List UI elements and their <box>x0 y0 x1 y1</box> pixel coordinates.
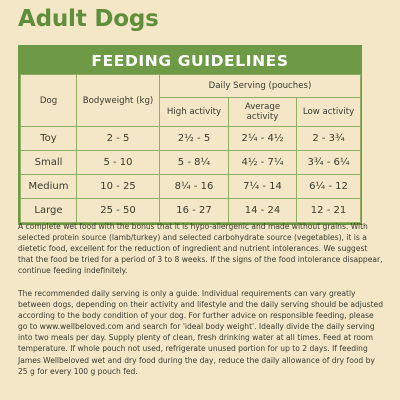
cell-high: 8¼ - 16 <box>160 175 229 199</box>
col-header-low-activity: Low activity <box>297 98 361 127</box>
col-header-dog: Dog <box>21 75 77 127</box>
feeding-advice: The recommended daily serving is only a guide. Individual requirements can vary greatly between dogs, depending on their activity and lifestyle and the daily serving should be adjusted according to the body condition of your dog. For further advice on responsible feeding, please go to www.wellbeloved.com and search for 'ideal body weight'. Ideally divide the daily serving into two meals per day. Supply plenty of clean, fresh drinking water at all times. Feed at room temperature. If whole pouch not used, refrigerate unused portion for up to 2 days. If feeding James Wellbeloved wet and dry food during the day, reduce the daily allowance of dry food by 25 g for every 100 g pouch fed. <box>18 289 383 376</box>
cell-high: 5 - 8¼ <box>160 151 229 175</box>
table-row <box>21 199 361 223</box>
cell-dog: Large <box>21 199 77 223</box>
cell-bodyweight: 5 - 10 <box>77 151 160 175</box>
cell-low: 2 - 3¾ <box>297 127 361 151</box>
feeding-guidelines-table <box>18 45 362 225</box>
cell-average: 7¼ - 14 <box>229 175 297 199</box>
page-title: Adult Dogs <box>18 6 159 32</box>
col-header-daily-serving: Daily Serving (pouches) <box>160 75 361 98</box>
product-description: A complete wet food with the bonus that it is hypo-allergenic and made without grains. With selected protein source (lamb/turkey) and selected carbohydrate source (vegetables), it is a dietetic food, excellent for the reduction of ingredient and nutrient intolerances. We suggest that the food be tried for a period of 3 to 8 weeks. If the signs of the food intolerance disappear, continue feeding indefinitely. <box>18 222 383 276</box>
table-heading: FEEDING GUIDELINES <box>20 47 360 74</box>
table-row <box>21 151 361 175</box>
cell-bodyweight: 2 - 5 <box>77 127 160 151</box>
cell-dog: Toy <box>21 127 77 151</box>
col-header-high-activity: High activity <box>160 98 229 127</box>
cell-dog: Small <box>21 151 77 175</box>
cell-low: 12 - 21 <box>297 199 361 223</box>
cell-average: 14 - 24 <box>229 199 297 223</box>
cell-bodyweight: 10 - 25 <box>77 175 160 199</box>
col-header-bodyweight: Bodyweight (kg) <box>77 75 160 127</box>
col-header-average-activity: Average activity <box>229 98 297 127</box>
cell-low: 3¾ - 6¼ <box>297 151 361 175</box>
cell-average: 2¼ - 4½ <box>229 127 297 151</box>
cell-average: 4½ - 7¼ <box>229 151 297 175</box>
cell-high: 16 - 27 <box>160 199 229 223</box>
table-row <box>21 175 361 199</box>
table-row <box>21 127 361 151</box>
cell-dog: Medium <box>21 175 77 199</box>
feeding-grid <box>20 74 361 223</box>
cell-bodyweight: 25 - 50 <box>77 199 160 223</box>
cell-high: 2½ - 5 <box>160 127 229 151</box>
cell-low: 6¼ - 12 <box>297 175 361 199</box>
